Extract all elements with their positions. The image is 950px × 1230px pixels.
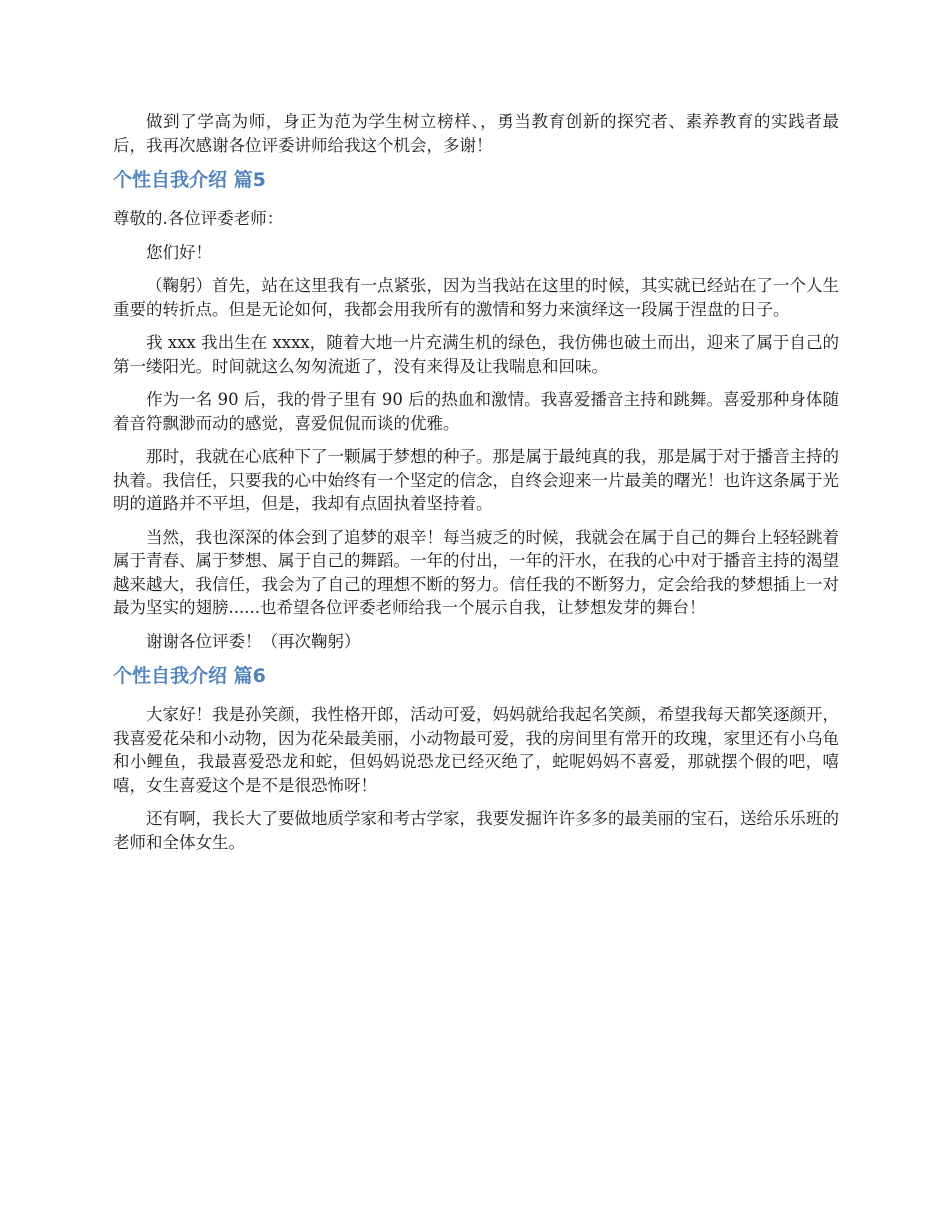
s6-paragraph-2: 还有啊，我长大了要做地质学家和考古学家，我要发掘许许多多的最美丽的宝石，送给乐乐班的老师和全体女生。 [113,809,839,852]
s5-greeting: 您们好！ [146,242,212,262]
section-5-heading: 个性自我介绍 篇5 [113,169,266,191]
s5-paragraph-1: （鞠躬）首先，站在这里我有一点紧张，因为当我站在这里的时候，其实就已经站在了一个人生重要的转折点。但是无论如何，我都会用我所有的激情和努力来演绎这一段属于涅盘的日子。 [113,276,839,319]
intro-paragraph: 做到了学高为师，身正为范为学生树立榜样、，勇当教育创新的探究者、素养教育的实践者最后，我再次感谢各位评委讲师给我这个机会，多谢！ [113,112,839,155]
section-6-heading: 个性自我介绍 篇6 [113,665,266,687]
s5-paragraph-4: 那时，我就在心底种下了一颗属于梦想的种子。那是属于最纯真的我，那是属于对于播音主持的执着。我信任，只要我的心中始终有一个坚定的信念，自终会迎来一片最美的曙光！也许这条属于光明的道路并不平坦，但是，我却有点固执着坚持着。 [113,447,839,513]
document-page [113,110,839,864]
s5-salutation: 尊敬的.各位评委老师： [113,209,284,228]
s5-paragraph-3: 作为一名 90 后，我的骨子里有 90 后的热血和激情。我喜爱播音主持和跳舞。喜爱那种身体随着音符飘渺而动的感觉，喜爱侃侃而谈的优雅。 [113,390,839,433]
s5-closing: 谢谢各位评委！（再次鞠躬） [146,631,361,651]
s6-paragraph-1: 大家好！我是孙笑颜，我性格开郎，活动可爱，妈妈就给我起名笑颜，希望我每天都笑逐颜开，我喜爱花朵和小动物，因为花朵最美丽，小动物最可爱，我的房间里有常开的玫瑰，家里还有小乌龟和小鲤鱼，我最喜爱恐龙和蛇，但妈妈说恐龙已经灭绝了，蛇呢妈妈不喜爱，那就摆个假的吧，嘻嘻，女生喜爱这个是不是很恐怖呀！ [113,705,839,795]
s5-paragraph-2: 我 xxx 我出生在 xxxx，随着大地一片充满生机的绿色，我仿佛也破土而出，迎来了属于自己的第一缕阳光。时间就这么匆匆流逝了，没有来得及让我喘息和回味。 [113,333,839,376]
s5-paragraph-5: 当然，我也深深的体会到了追梦的艰辛！每当疲乏的时候，我就会在属于自己的舞台上轻轻跳着属于青春、属于梦想、属于自己的舞蹈。一年的付出，一年的汗水，在我的心中对于播音主持的渴望越来越大，我信任，我会为了自己的理想不断的努力。信任我的不断努力，定会给我的梦想插上一对最为坚实的翅膀......也希望各位评委老师给我一个展示自我，让梦想发芽的舞台！ [113,527,839,617]
